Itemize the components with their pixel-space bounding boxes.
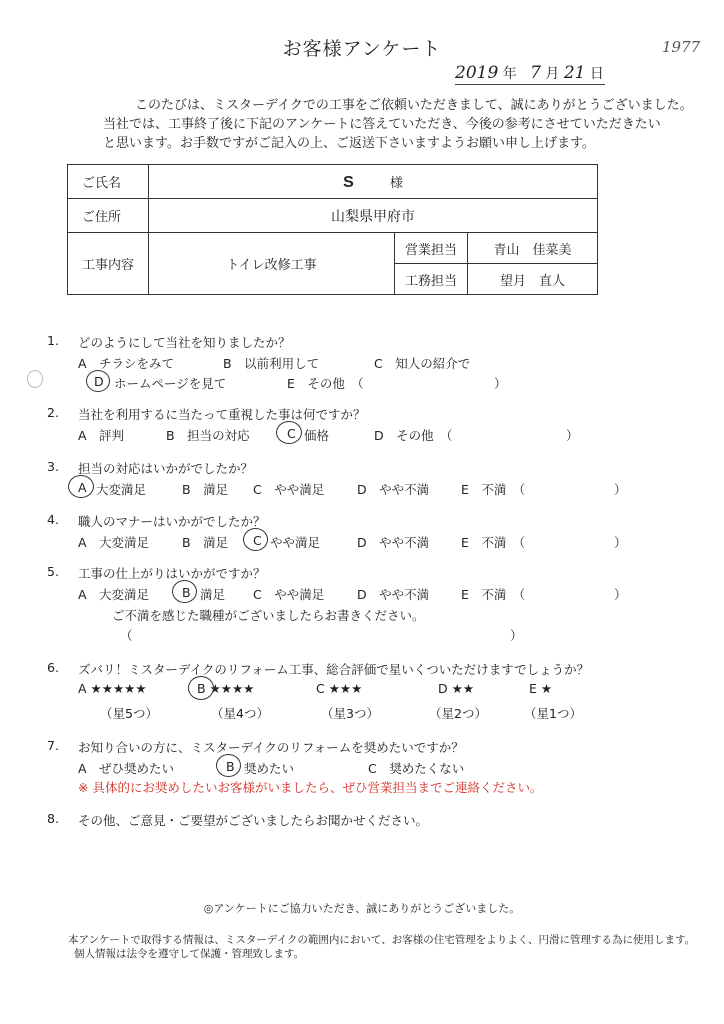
construction-value[interactable]: 望月 直人 bbox=[468, 264, 598, 295]
date-month[interactable]: 7 bbox=[530, 63, 541, 83]
q7-option-a[interactable]: A ぜひ奨めたい bbox=[78, 761, 175, 776]
q6-rating-a[interactable] bbox=[78, 681, 147, 696]
work-label: 工事内容 bbox=[68, 233, 149, 295]
q5-option-e-close: ） bbox=[614, 587, 627, 602]
intro-text bbox=[103, 96, 693, 153]
q4-text: 職人のマナーはいかがでしたか？ bbox=[78, 514, 266, 529]
q1-option-b[interactable]: B 以前利用して bbox=[223, 356, 320, 371]
q2-text: 当社を利用するに当たって重視した事は何ですか？ bbox=[78, 407, 366, 422]
four-star-icon: ★★★★ bbox=[209, 681, 255, 696]
intro-line: このたびは、ミスターデイクでの工事をご依頼いただきまして、誠にありがとうございました。 bbox=[135, 98, 693, 113]
name-value: S bbox=[343, 173, 354, 191]
q5-selection-circle bbox=[172, 580, 197, 603]
q7-text: お知り合いの方に、ミスターデイクのリフォームを奨めたいですか？ bbox=[78, 740, 464, 755]
q4-option-b[interactable]: B 満足 bbox=[182, 535, 229, 550]
q4-option-e[interactable]: E 不満 （ bbox=[461, 535, 526, 550]
q1-option-e-close: ） bbox=[494, 376, 507, 391]
q7-number: 7. bbox=[47, 738, 59, 753]
q4-option-a[interactable]: A 大変満足 bbox=[78, 535, 150, 550]
two-star-icon: ★★ bbox=[451, 681, 475, 696]
q4-number: 4. bbox=[47, 512, 59, 527]
q6-caption-d: （星2つ） bbox=[429, 706, 487, 721]
q6-text: ズバリ！ミスターデイクのリフォーム工事、総合評価で星いくついただけますでしょうか？ bbox=[78, 662, 590, 677]
q6-rating-c-letter: C bbox=[316, 681, 325, 696]
q3-option-a-label[interactable]: 大変満足 bbox=[96, 482, 147, 497]
q2-option-b[interactable]: B 担当の対応 bbox=[166, 428, 250, 443]
q1-option-d-letter[interactable]: D bbox=[94, 374, 104, 389]
q6-rating-e[interactable] bbox=[529, 681, 552, 696]
sales-label: 営業担当 bbox=[395, 233, 468, 264]
q3-option-e[interactable]: E 不満 （ bbox=[461, 482, 526, 497]
q6-caption-b: （星4つ） bbox=[211, 706, 269, 721]
privacy-note-1: 本アンケートで取得する情報は、ミスターデイクの範囲内において、お客様の住宅管理をよりよく、円滑に管理する為に使用します。 bbox=[68, 934, 696, 946]
q6-rating-d-letter: D bbox=[438, 681, 448, 696]
q6-rating-c[interactable] bbox=[316, 681, 362, 696]
q6-rating-a-letter: A bbox=[78, 681, 87, 696]
q3-selection-circle bbox=[68, 475, 94, 498]
date-year[interactable]: 2019 bbox=[455, 63, 499, 83]
q5-number: 5. bbox=[47, 564, 59, 579]
privacy-note-2: 個人情報は法令を遵守して保護・管理致します。 bbox=[74, 948, 305, 960]
work-value[interactable]: トイレ改修工事 bbox=[149, 233, 395, 295]
q5-sub-close: ） bbox=[510, 628, 523, 643]
q3-number: 3. bbox=[47, 459, 59, 474]
page-title: お客様アンケート bbox=[282, 38, 442, 60]
q2-option-c-letter[interactable]: C bbox=[287, 426, 296, 441]
q5-option-b-letter[interactable]: B bbox=[182, 585, 191, 600]
q6-caption-a: （星5つ） bbox=[100, 706, 158, 721]
q2-option-d[interactable]: D その他 （ bbox=[374, 428, 453, 443]
q7-option-b-letter[interactable]: B bbox=[226, 759, 235, 774]
q5-option-c[interactable]: C やや満足 bbox=[253, 587, 325, 602]
q6-rating-e-letter: E bbox=[529, 681, 537, 696]
q3-option-d[interactable]: D やや不満 bbox=[357, 482, 430, 497]
date-day[interactable]: 21 bbox=[563, 63, 586, 83]
q6-caption-e: （星1つ） bbox=[524, 706, 582, 721]
five-star-icon: ★★★★★ bbox=[90, 681, 147, 696]
q2-option-c-label[interactable]: 価格 bbox=[304, 428, 330, 443]
q5-option-a[interactable]: A 大変満足 bbox=[78, 587, 150, 602]
q3-option-c[interactable]: C やや満足 bbox=[253, 482, 325, 497]
q7-option-c[interactable]: C 奨めたくない bbox=[368, 761, 465, 776]
thanks-message: ◎アンケートにご協力いただき、誠にありがとうございました。 bbox=[203, 902, 521, 915]
q1-text: どのようにして当社を知りましたか？ bbox=[78, 335, 291, 350]
q5-sub-prompt: ご不満を感じた職種がございましたらお書きください。 bbox=[112, 608, 425, 623]
date-day-unit: 日 bbox=[589, 66, 604, 82]
q4-option-d[interactable]: D やや不満 bbox=[357, 535, 430, 550]
q3-option-e-close: ） bbox=[614, 482, 627, 497]
q4-option-c-letter[interactable]: C bbox=[253, 533, 262, 548]
name-label: ご氏名 bbox=[68, 165, 149, 199]
q2-number: 2. bbox=[47, 405, 59, 420]
q3-option-a-letter[interactable]: A bbox=[78, 480, 87, 495]
q1-option-e[interactable]: E その他 （ bbox=[287, 376, 364, 391]
address-label: ご住所 bbox=[68, 199, 149, 233]
q1-option-c[interactable]: C 知人の紹介で bbox=[374, 356, 471, 371]
q6-selection-circle bbox=[188, 676, 214, 700]
q4-option-c-label[interactable]: やや満足 bbox=[270, 535, 321, 550]
q1-option-d-label[interactable]: ホームページを見て bbox=[114, 376, 227, 391]
date-underline bbox=[455, 84, 605, 85]
sales-value[interactable]: 青山 佳菜美 bbox=[468, 233, 598, 264]
q6-caption-c: （星3つ） bbox=[321, 706, 379, 721]
q1-selection-circle bbox=[86, 370, 110, 392]
customer-info-table bbox=[67, 164, 598, 295]
one-star-icon: ★ bbox=[540, 681, 553, 696]
q4-selection-circle bbox=[243, 528, 268, 551]
intro-line: 当社では、工事終了後に下記のアンケートに答えていただき、今後の参考にさせていただきたい bbox=[103, 117, 661, 132]
q2-option-d-close: ） bbox=[566, 428, 579, 443]
q6-rating-d[interactable] bbox=[438, 681, 474, 696]
q3-option-b[interactable]: B 満足 bbox=[182, 482, 229, 497]
q5-option-e[interactable]: E 不満 （ bbox=[461, 587, 526, 602]
q2-option-a[interactable]: A 評判 bbox=[78, 428, 125, 443]
hole-punch-mark bbox=[27, 370, 43, 388]
q6-rating-b-letter: B bbox=[197, 681, 206, 696]
q5-text: 工事の仕上がりはいかがですか？ bbox=[78, 566, 266, 581]
three-star-icon: ★★★ bbox=[328, 681, 363, 696]
q8-number: 8. bbox=[47, 811, 59, 826]
date-year-unit: 年 bbox=[502, 66, 517, 82]
q7-note: ※ 具体的にお奨めしたいお客様がいましたら、ぜひ営業担当までご連絡ください。 bbox=[78, 780, 543, 795]
q2-selection-circle bbox=[276, 421, 302, 444]
q8-text: その他、ご意見・ご要望がございましたらお聞かせください。 bbox=[78, 813, 429, 828]
q1-number: 1. bbox=[47, 333, 59, 348]
q5-option-d[interactable]: D やや不満 bbox=[357, 587, 430, 602]
name-suffix: 様 bbox=[389, 175, 403, 191]
q1-option-a[interactable]: A チラシをみて bbox=[78, 356, 175, 371]
handwritten-note: 1977 bbox=[662, 38, 701, 56]
address-value[interactable]: 山梨県甲府市 bbox=[149, 199, 598, 233]
date-month-unit: 月 bbox=[545, 66, 560, 82]
construction-label: 工務担当 bbox=[395, 264, 468, 295]
q3-text: 担当の対応はいかがでしたか？ bbox=[78, 461, 254, 476]
date bbox=[455, 63, 604, 83]
q6-number: 6. bbox=[47, 660, 59, 675]
intro-line: と思います。お手数ですがご記入の上、ご返送下さいますようお願い申し上げます。 bbox=[103, 136, 595, 151]
q4-option-e-close: ） bbox=[614, 535, 627, 550]
name-field[interactable] bbox=[149, 165, 598, 199]
q7-option-b-label[interactable]: 奨めたい bbox=[244, 761, 295, 776]
q5-sub-open[interactable]: （ bbox=[120, 628, 133, 643]
q7-selection-circle bbox=[216, 754, 241, 777]
q5-option-b-label[interactable]: 満足 bbox=[200, 587, 226, 602]
